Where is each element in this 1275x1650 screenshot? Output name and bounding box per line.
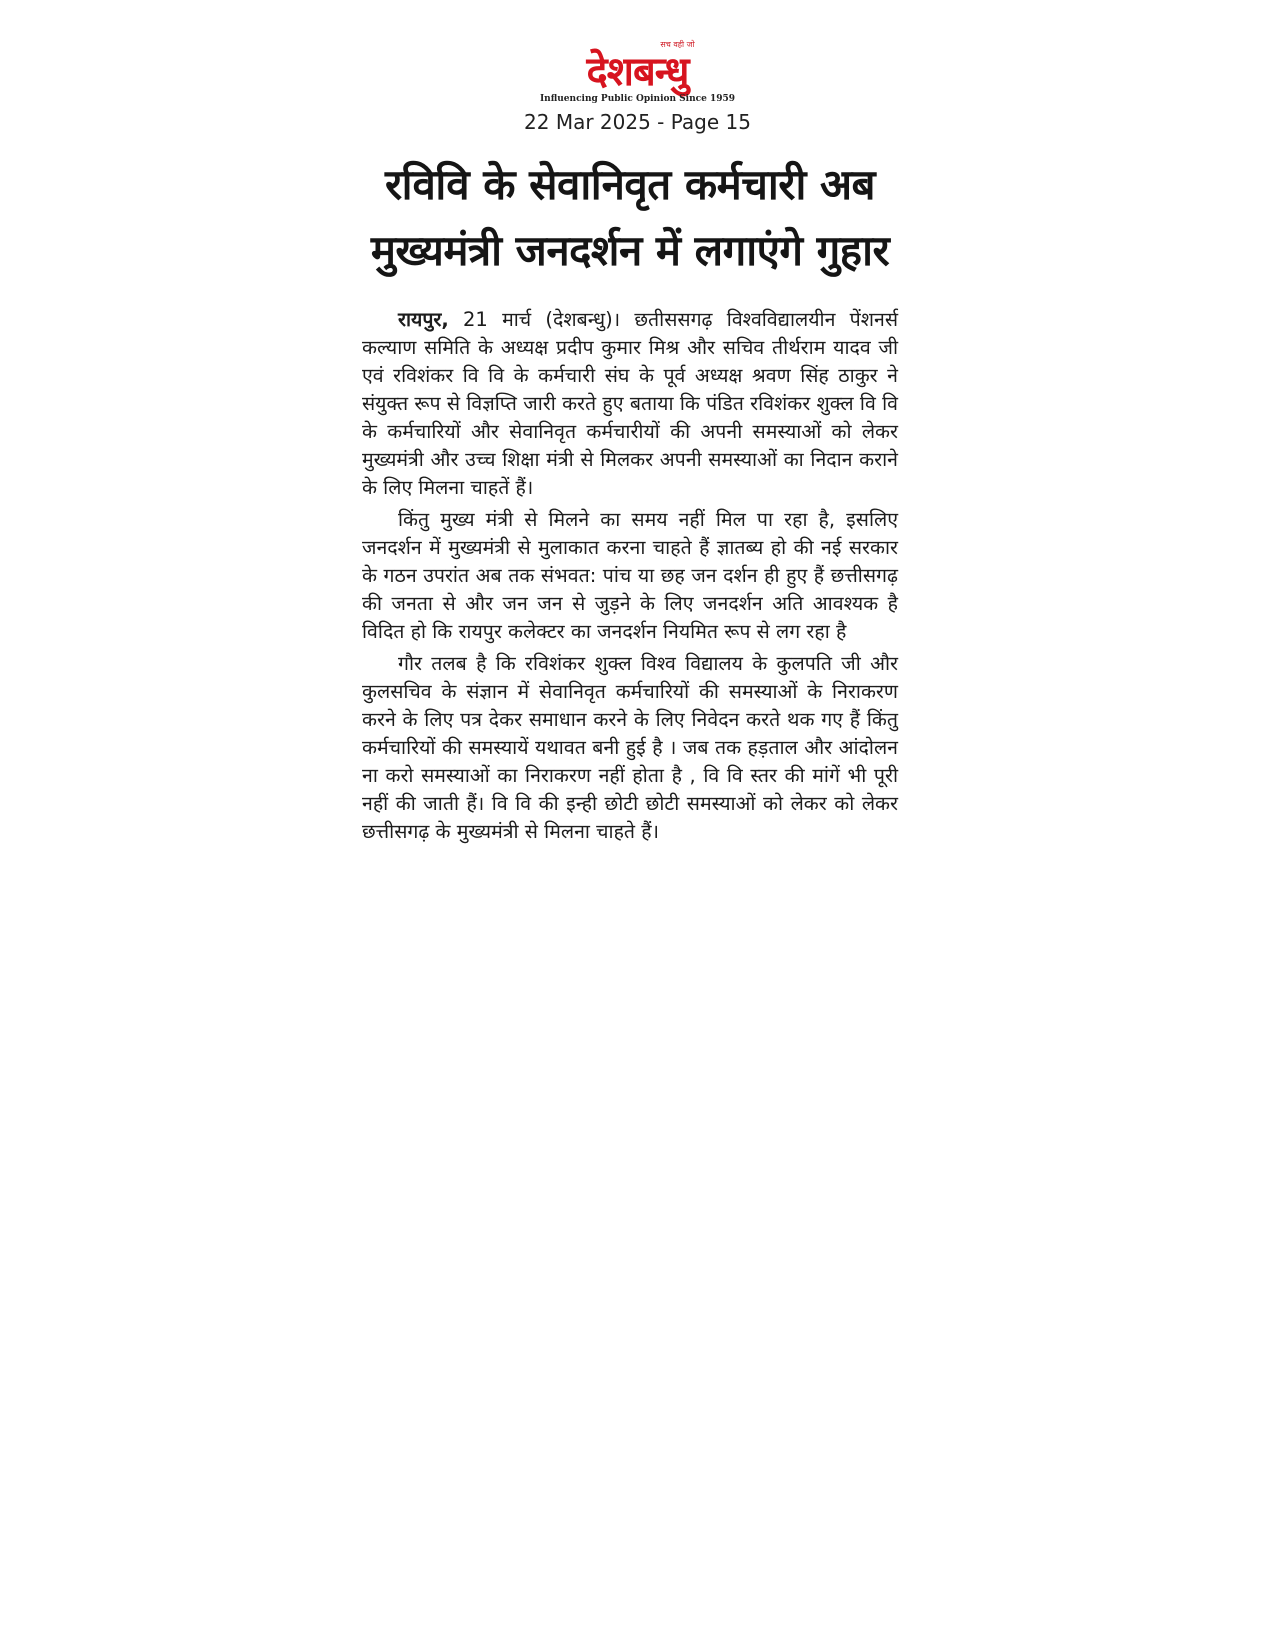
masthead [0, 40, 1275, 135]
article-headline [362, 152, 898, 284]
headline-line-1: रविवि के सेवानिवृत कर्मचारी अब [384, 160, 876, 209]
article-paragraph-2: किंतु मुख्य मंत्री से मिलने का समय नहीं मिल पा रहा है, इसलिए जनदर्शन में मुख्यमंत्री से मुलाकात करना चाहते हैं ज्ञातब्य हो की नई सरकार के गठन उपरांत अब तक संभवत: पांच या छह जन दर्शन ही हुए हैं छत्तीसगढ़ की जनता से और जन जन से जुड़ने के लिए जनदर्शन अति आवश्यक है विदित हो कि रायपुर कलेक्टर का जनदर्शन नियमित रूप से लग रहा है [362, 508, 898, 643]
headline-line-2: मुख्यमंत्री जनदर्शन में लगाएंगे गुहार [370, 226, 890, 275]
dateline-city: रायपुर, [398, 308, 449, 331]
paragraph-1-text: 21 मार्च (देशबन्धु)। छतीससगढ़ विश्वविद्यालयीन पेंशनर्स कल्याण समिति के अध्यक्ष प्रदीप कुमार मिश्र और सचिव तीर्थराम यादव जी एवं रविशंकर वि वि के कर्मचारी संघ के पूर्व अध्यक्ष श्रवण सिंह ठाकुर ने संयुक्त रूप से विज्ञप्ति जारी करते हुए बताया कि पंडित रविशंकर शुक्ल वि वि के कर्मचारियों और सेवानिवृत कर्मचारीयों की अपनी समस्याओं को लेकर मुख्यमंत्री और उच्च शिक्षा मंत्री से मिलकर अपनी समस्याओं का निदान कराने के लिए मिलना चाहतें हैं। [362, 308, 898, 499]
logo-tagline-top: सच वही जो [660, 40, 695, 49]
edition-date-page: 22 Mar 2025 - Page 15 [524, 110, 751, 134]
article-paragraph-3: गौर तलब है कि रविशंकर शुक्ल विश्व विद्यालय के कुलपति जी और कुलसचिव के संज्ञान में सेवानिवृत कर्मचारियों की समस्याओं के निराकरण करने के लिए पत्र देकर समाधान करने के लिए निवेदन करते थक गए हैं किंतु कर्मचारियों की समस्यायें यथावत बनी हुई है । जब तक हड़ताल और आंदोलन ना करो समस्याओं का निराकरण नहीं होता है , वि वि स्तर की मांगें भी पूरी नहीं की जाती हैं। वि वि की इन्ही छोटी छोटी समस्याओं को लेकर को लेकर छत्तीसगढ़ के मुख्यमंत्री से मिलना चाहते हैं। [362, 652, 898, 843]
newspaper-logo: देशबन्धु [586, 49, 689, 95]
news-article [362, 152, 898, 846]
article-paragraph-1 [362, 306, 898, 502]
article-body [362, 306, 898, 846]
logo-tagline: Influencing Public Opinion Since 1959 [539, 94, 736, 104]
